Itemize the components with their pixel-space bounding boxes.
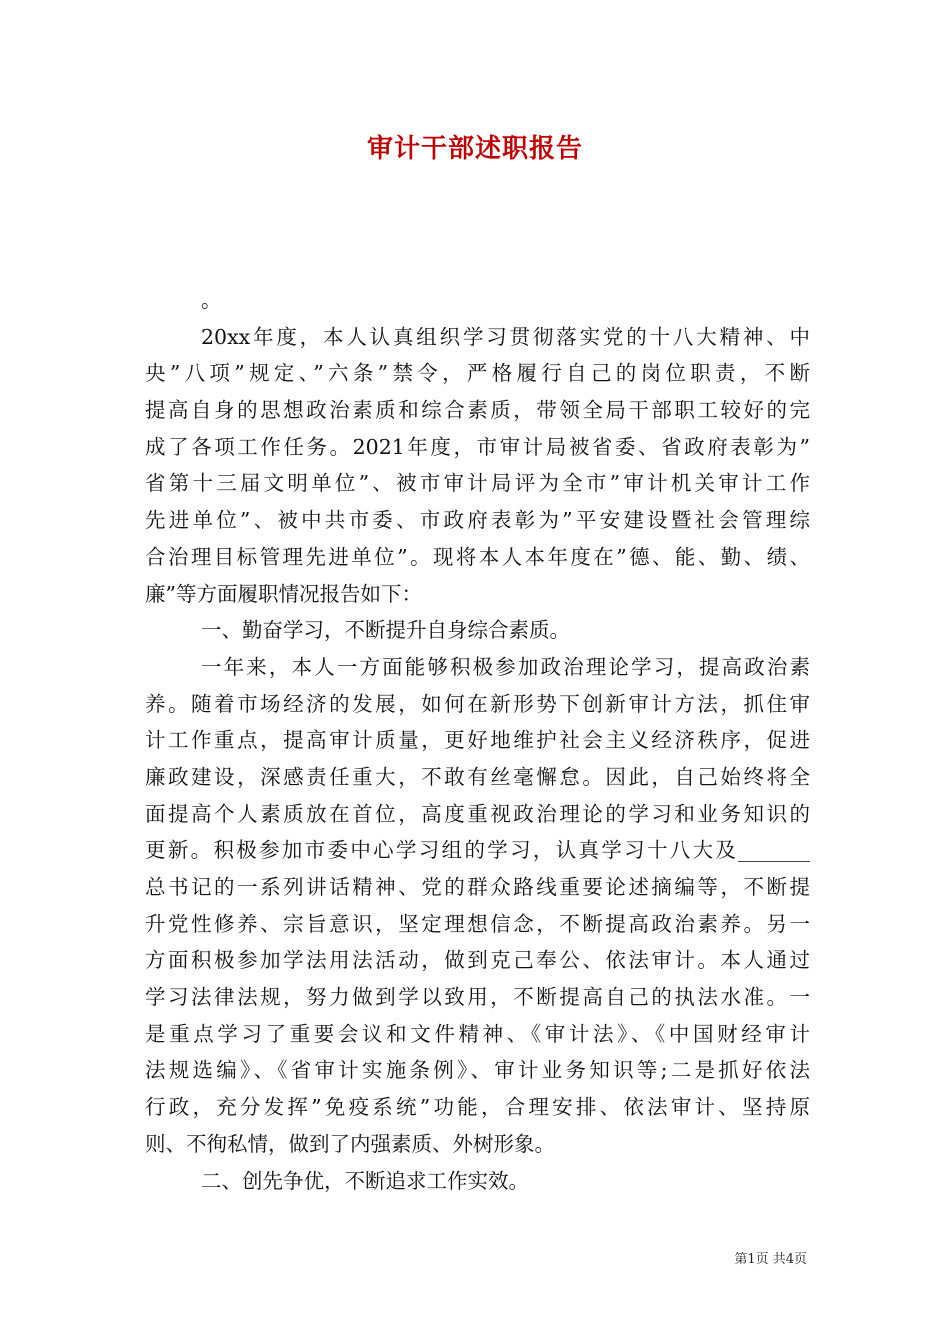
body-line: 总书记的一系列讲话精神、党的群众路线重要论述摘编等，不断提 [145,875,810,899]
body-line: 则、不徇私情，做到了内强素质、外树形象。 [145,1131,555,1156]
body-line: 20xx年度，本人认真组织学习贯彻落实党的十八大精神、中 [201,324,810,349]
body-line: 更新。积极参加市委中心学习组的学习，认真学习十八大及_______ [145,838,810,863]
body-line: 一、勤奋学习，不断提升自身综合素质。 [201,618,570,643]
body-line: 养。随着市场经济的发展，如何在新形势下创新审计方法，抓住审 [145,691,810,716]
body-line: 行政，充分发挥”免疫系统”功能，合理安排、依法审计、坚持原 [145,1095,810,1120]
body-line: 廉”等方面履职情况报告如下： [145,581,422,606]
body-line: 提高自身的思想政治素质和综合素质，带领全局干部职工较好的完 [145,398,810,423]
body-line: 二、创先争优，不断追求工作实效。 [201,1168,529,1193]
body-line: 升党性修养、宗旨意识，坚定理想信念，不断提高政治素养。另一 [145,911,810,936]
body-line: 先进单位”、被中共市委、市政府表彰为”平安建设暨社会管理综 [145,508,810,533]
body-line: 成了各项工作任务。2021年度，市审计局被省委、省政府表彰为” [145,434,810,459]
body-line: 央”八项”规定、”六条”禁令，严格履行自己的岗位职责，不断 [145,361,810,386]
body-line: 是重点学习了重要会议和文件精神、《审计法》、《中国财经审计 [145,1021,810,1046]
document-title: 审计干部述职报告 [366,134,583,164]
body-line: 一年来，本人一方面能够积极参加政治理论学习，提高政治素 [201,654,810,679]
document-body [145,282,810,1199]
body-line: 学习法律法规，努力做到学以致用，不断提高自己的执法水准。一 [145,985,810,1010]
body-line: 合治理目标管理先进单位”。现将本人本年度在”德、能、勤、绩、 [145,544,810,569]
body-line: 。 [201,288,222,312]
body-line: 计工作重点，提高审计质量，更好地维护社会主义经济秩序，促进 [145,728,810,753]
body-line: 廉政建设，深感责任重大，不敢有丝毫懈怠。因此，自己始终将全 [145,764,810,789]
body-line: 省第十三届文明单位”、被市审计局评为全市”审计机关审计工作 [145,471,810,496]
page-footer: 第1页 共4页 [734,1252,807,1267]
body-line: 面提高个人素质放在首位，高度重视政治理论的学习和业务知识的 [145,801,810,826]
body-line: 方面积极参加学法用法活动，做到克己奉公、依法审计。本人通过 [145,948,810,973]
body-line: 法规选编》、《省审计实施条例》、审计业务知识等;二是抓好依法 [145,1058,810,1083]
